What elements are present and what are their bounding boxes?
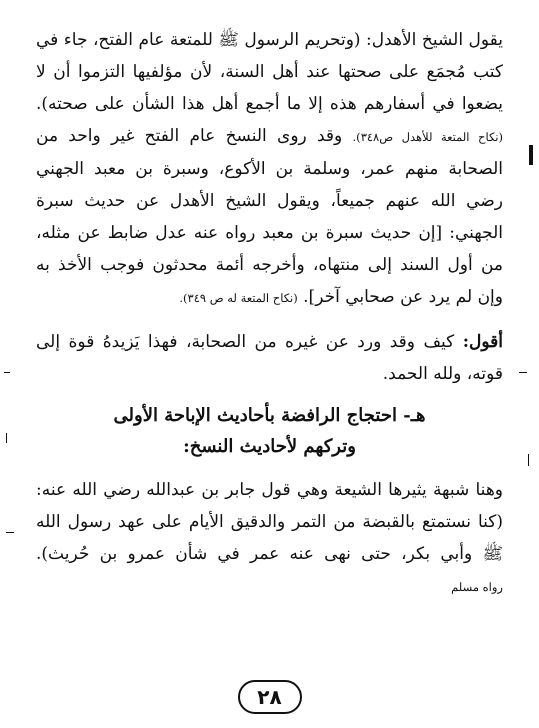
- margin-mark: [4, 372, 10, 373]
- margin-mark: [6, 532, 14, 533]
- margin-mark: [6, 433, 7, 443]
- paragraph-gap: [36, 462, 503, 474]
- paragraph-3: [36, 474, 503, 603]
- margin-mark: [529, 145, 533, 165]
- citation: (نكاح المتعة للأهدل ص٣٤٨).: [352, 130, 503, 144]
- paragraph-1-continuation: وقد روى النسخ عام الفتح غير واحد من الصحابة منهم عمر، وسلمة بن الأكوع، وسبرة بن معبد الجهني رضي الله عنهم جميعاً، ويقول الشيخ الأهدل عن حديث سبرة الجهني: [إن حديث سبرة بن معبد رواه عنه عدل ضابط عن مثله، من أول السند إلى منتهاه، وأخرجه أئمة محدثون فوجب الأخذ به وإن لم يرد عن صحابي آخر].: [36, 126, 503, 307]
- citation: رواه مسلم: [451, 580, 503, 594]
- paragraph-3-text: وهنا شبهة يثيرها الشيعة وهي قول جابر بن عبدالله رضي الله عنه: (كنا نستمتع بالقبضة من التمر والدقيق الأيام على عهد رسول الله ﷺ وأبي بكر، حتى نهى عنه عمر في شأن عمرو بن حُريث).: [36, 480, 503, 564]
- page-content: [36, 24, 503, 603]
- page-number: ٢٨: [238, 680, 302, 714]
- citation: (نكاح المتعة له ص ٣٤٩).: [179, 291, 298, 305]
- paragraph-2: [36, 326, 503, 390]
- paragraph-2-text: كيف وقد ورد عن غيره من الصحابة، فهذا يَزيدهُ قوة إلى قوته، ولله الحمد.: [36, 332, 503, 384]
- section-heading-line-2: وتركهم لأحاديث النسخ:: [183, 436, 356, 457]
- paragraph-1: [36, 24, 503, 314]
- paragraph-gap: [36, 314, 503, 326]
- margin-mark: [528, 454, 529, 466]
- page-number-container: [0, 680, 539, 714]
- paragraph-1-text: يقول الشيخ الأهدل: (وتحريم الرسول ﷺ للمتعة عام الفتح، جاء في كتب مُجمَع على صحتها عند أهل السنة، لأن مؤلفيها التزموا أن لا يضعوا في أسفارهم هذه إلا ما أجمع أهل هذا الشأن على صحته).: [36, 30, 503, 114]
- section-heading-line-1: هـ- احتجاج الرافضة بأحاديث الإباحة الأولى: [113, 405, 426, 426]
- paragraph-2-lead: أقول:: [462, 332, 503, 352]
- margin-mark: [519, 372, 527, 373]
